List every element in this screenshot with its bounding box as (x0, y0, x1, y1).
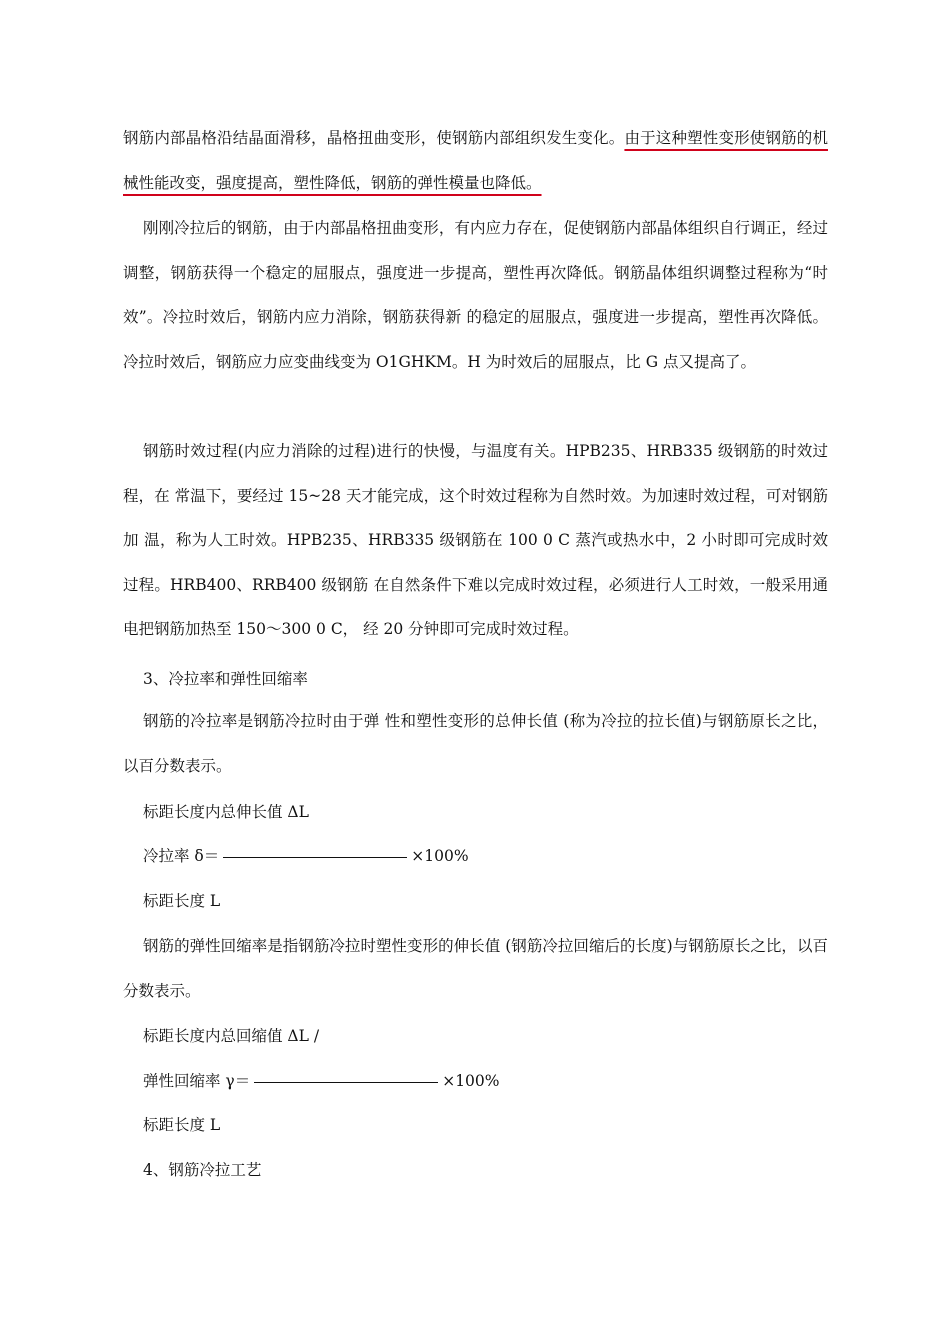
fraction-bar (254, 1082, 438, 1083)
paragraph-elastic-rate: 钢筋的弹性回缩率是指钢筋冷拉时塑性变形的伸长值 (钢筋冷拉回缩后的长度)与钢筋原长之比，以百分数表示。 (123, 937, 828, 1000)
fraction-bar (223, 857, 407, 858)
formula1-multiplier: ×100% (411, 847, 469, 865)
section-heading-4: 4、钢筋冷拉工艺 (143, 1161, 262, 1179)
formula2-denominator: 标距长度 L (143, 1116, 221, 1134)
section-heading-3: 3、冷拉率和弹性回缩率 (143, 670, 308, 688)
formula1-label: 冷拉率 δ＝ (143, 847, 220, 865)
formula2-numerator: 标距长度内总回缩值 ΔL / (143, 1027, 320, 1045)
formula1-row (143, 845, 469, 867)
paragraph-cold-draw-rate: 钢筋的冷拉率是钢筋冷拉时由于弹 性和塑性变形的总伸长值 (称为冷拉的拉长值)与钢筋原长之比，以百分数表示。 (123, 712, 828, 775)
paragraph-aging-process: 钢筋时效过程(内应力消除的过程)进行的快慢，与温度有关。HPB235、HRB335 级钢筋的时效过程，在 常温下，要经过 15~28 天才能完成，这个时效过程称为自然时效。为加速时效过程，可对钢筋加 温，称为人工时效。HPB235、HRB335 级钢筋在 100 0 C 蒸汽或热水中，2 小时即可完成时效过程。HRB400、RRB400 级钢筋 在自然条件下难以完成时效过程，必须进行人工时效，一般采用通电把钢筋加热至 150～300 0 C， 经 20 分钟即可完成时效过程。 (123, 442, 828, 639)
paragraph-aging-intro: 刚刚冷拉后的钢筋，由于内部晶格扭曲变形，有内应力存在，促使钢筋内部晶体组织自行调正，经过调整，钢筋获得一个稳定的屈服点，强度进一步提高，塑性再次降低。钢筋晶体组织调整过程称为“时效”。冷拉时效后，钢筋内应力消除，钢筋获得新 的稳定的屈服点，强度进一步提高，塑性再次降低。冷拉时效后，钢筋应力应变曲线变为 O1GHKM。H 为时效后的屈服点，比 G 点又提高了。 (123, 219, 828, 371)
paragraph-deformation-text: 钢筋内部晶格沿结晶面滑移，晶格扭曲变形，使钢筋内部组织发生变化。 (123, 129, 625, 147)
formula2-label: 弹性回缩率 γ＝ (143, 1072, 251, 1090)
formula1-numerator: 标距长度内总伸长值 ΔL (143, 803, 309, 821)
underlined-sentence: 由于这种塑性变形使钢筋的机械性能改变，强度提高，塑性降低，钢筋的弹性模量也降低。 (123, 129, 828, 192)
formula2-multiplier: ×100% (442, 1072, 500, 1090)
formula2-row (143, 1070, 500, 1092)
paragraph-deformation (123, 116, 828, 205)
formula1-denominator: 标距长度 L (143, 892, 221, 910)
